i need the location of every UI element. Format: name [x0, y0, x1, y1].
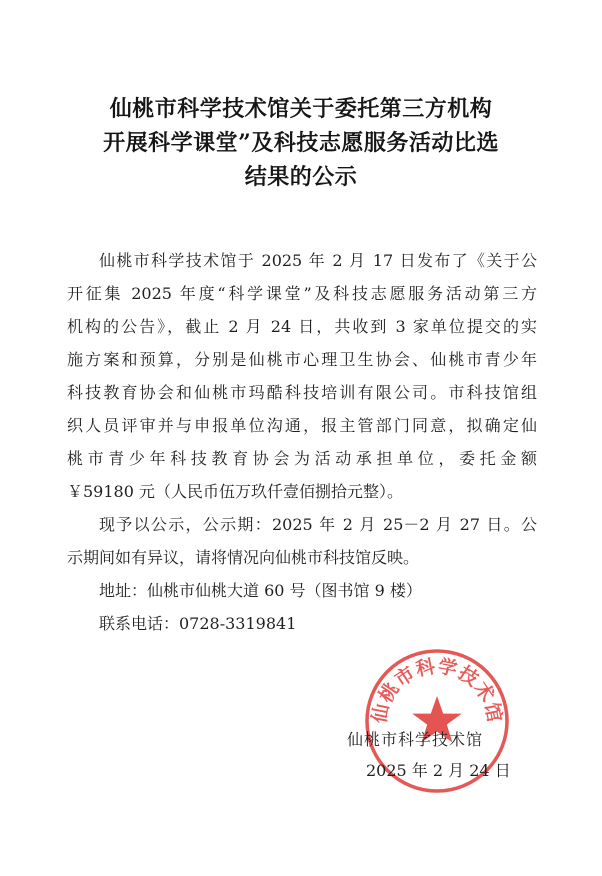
paragraph-line: 科技教育协会和仙桃市玛酷科技培训有限公司。市科技馆组 [67, 383, 537, 402]
document-title-line-2: 开展科学课堂”及科技志愿服务活动比选 [103, 130, 499, 156]
document-title-line-3: 结果的公示 [244, 164, 358, 190]
paragraph-line: 仙桃市科学技术馆于 2025 年 2 月 17 日发布了《关于公 [99, 251, 537, 270]
paragraph-line: 施方案和预算，分别是仙桃市心理卫生协会、仙桃市青少年 [67, 350, 537, 369]
phone-line: 联系电话：0728-3319841 [99, 614, 297, 633]
paragraph-line: 机构的公告》，截止 2 月 24 日，共收到 3 家单位提交的实 [67, 317, 537, 336]
paragraph-line: 示期间如有异议，请将情况向仙桃市科技馆反映。 [67, 548, 420, 567]
signature-date: 2025 年 2 月 24 日 [366, 761, 511, 780]
paragraph-line: 织人员评审并与申报单位沟通，报主管部门同意，拟确定仙 [67, 416, 537, 435]
signature-organization: 仙桃市科学技术馆 [347, 730, 484, 749]
document-title-line-1: 仙桃市科学技术馆关于委托第三方机构 [109, 96, 493, 122]
paragraph-line: 现予以公示，公示期：2025 年 2 月 25－2 月 27 日。公 [99, 515, 537, 534]
address-line: 地址：仙桃市仙桃大道 60 号（图书馆 9 楼） [99, 581, 422, 600]
seal-text: 仙桃市科学技术馆 [368, 655, 506, 725]
paragraph-line: 开征集 2025 年度“科学课堂”及科技志愿服务活动第三方 [67, 284, 537, 303]
paragraph-line: ￥59180 元（人民币伍万玖仟壹佰捌拾元整）。 [67, 482, 403, 501]
paragraph-line: 桃市青少年科技教育协会为活动承担单位，委托金额 [67, 449, 537, 468]
